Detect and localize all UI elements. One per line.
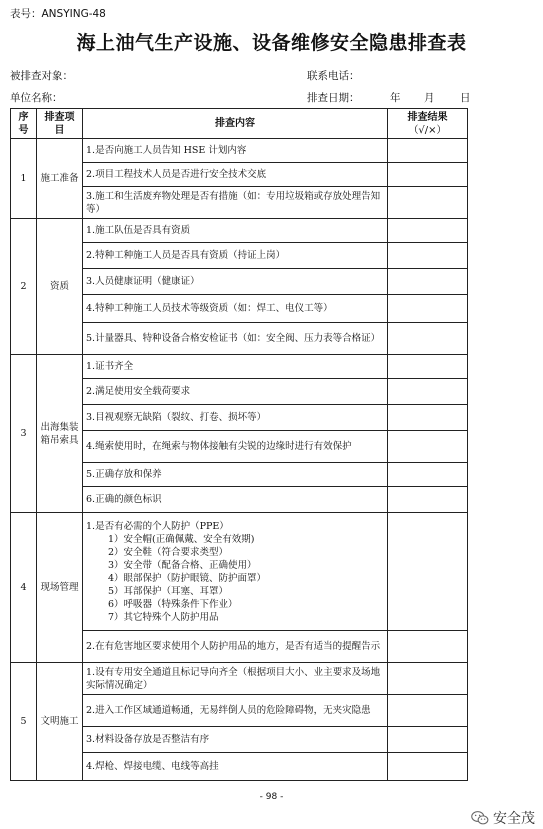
check-content: 3.施工和生活废弃物处理是否有措施（如：专用垃圾箱或存放处理告知等）	[83, 187, 388, 219]
col-header-content: 排查内容	[83, 109, 388, 139]
col-header-item: 排查项目	[37, 109, 83, 139]
result-cell[interactable]	[388, 727, 468, 753]
date-month: 月	[424, 92, 435, 104]
check-content: 4.焊枪、焊接电缆、电线等高挂	[83, 753, 388, 781]
check-content: 2.满足使用安全载荷要求	[83, 379, 388, 405]
date-day: 日	[460, 92, 471, 104]
section-number: 4	[11, 513, 37, 663]
result-cell[interactable]	[388, 139, 468, 163]
check-content: 1.施工队伍是否具有资质	[83, 219, 388, 243]
ppe-item: 4）眼部保护（防护眼镜、防护面罩）	[108, 572, 267, 584]
col-header-result-label: 排查结果	[407, 111, 448, 123]
result-cell[interactable]	[388, 695, 468, 727]
table-row	[11, 139, 468, 163]
result-cell[interactable]	[388, 379, 468, 405]
ppe-item: 2）安全鞋（符合要求类型）	[108, 546, 229, 558]
section-item: 施工准备	[37, 139, 83, 219]
result-cell[interactable]	[388, 405, 468, 431]
result-cell[interactable]	[388, 219, 468, 243]
ppe-item: 5）耳部保护（耳塞、耳罩）	[108, 585, 229, 597]
check-content: 4.特种工种施工人员技术等级资质（如：焊工、电仪工等）	[83, 295, 388, 323]
ppe-item: 1）安全帽(正确佩戴、安全有效期)	[108, 533, 255, 545]
ppe-title: 1.是否有必需的个人防护（PPE）	[86, 520, 229, 532]
check-content: 3.目视观察无缺陷（裂纹、打卷、损坏等）	[83, 405, 388, 431]
check-content: 6.正确的颜色标识	[83, 487, 388, 513]
section-item: 现场管理	[37, 513, 83, 663]
result-cell[interactable]	[388, 431, 468, 463]
check-content: 2.进入工作区域通道畅通，无易绊倒人员的危险障碍物，无夹灾隐患	[83, 695, 388, 727]
check-content: 1.设有专用安全通道且标记导向齐全（根据项目大小、业主要求及场地实际情况确定）	[83, 663, 388, 695]
col-header-result-sub: （√/×）	[408, 124, 447, 136]
result-cell[interactable]	[388, 163, 468, 187]
section-item: 文明施工	[37, 663, 83, 781]
page-number: - 98 -	[259, 792, 284, 802]
section-number: 2	[11, 219, 37, 355]
document-title: 海上油气生产设施、设备维修安全隐患排查表	[76, 32, 467, 54]
result-cell[interactable]	[388, 295, 468, 323]
form-number: 表号：ANSYING-48	[10, 8, 106, 20]
result-cell[interactable]	[388, 355, 468, 379]
watermark	[471, 808, 535, 828]
inspection-table	[10, 108, 468, 781]
inspection-date-label: 排查日期：	[307, 92, 360, 104]
section-item: 资质	[37, 219, 83, 355]
col-header-result	[388, 109, 468, 139]
unit-name-label: 单位名称：	[10, 92, 63, 104]
ppe-item: 6）呼吸器（特殊条件下作业）	[108, 598, 238, 610]
table-row	[11, 355, 468, 379]
section-number: 1	[11, 139, 37, 219]
result-cell[interactable]	[388, 513, 468, 631]
result-cell[interactable]	[388, 463, 468, 487]
ppe-item: 7）其它特殊个人防护用品	[108, 611, 219, 623]
phone-label: 联系电话：	[307, 70, 360, 82]
check-content: 5.计量器具、特种设备合格安检证书（如：安全阀、压力表等合格证）	[83, 323, 388, 355]
wechat-icon	[471, 810, 489, 826]
result-cell[interactable]	[388, 487, 468, 513]
table-row	[11, 219, 468, 243]
result-cell[interactable]	[388, 243, 468, 269]
check-content: 1.证书齐全	[83, 355, 388, 379]
result-cell[interactable]	[388, 753, 468, 781]
result-cell[interactable]	[388, 631, 468, 663]
check-content: 2.在有危害地区要求使用个人防护用品的地方，是否有适当的提醒告示	[83, 631, 388, 663]
check-content: 3.材料设备存放是否整洁有序	[83, 727, 388, 753]
check-content: 4.绳索使用时，在绳索与物体接触有尖锐的边缘时进行有效保护	[83, 431, 388, 463]
section-number: 3	[11, 355, 37, 513]
result-cell[interactable]	[388, 323, 468, 355]
inspected-object-label: 被排查对象：	[10, 70, 73, 82]
table-header-row	[11, 109, 468, 139]
table-row	[11, 663, 468, 695]
check-content: 2.项目工程技术人员是否进行安全技术交底	[83, 163, 388, 187]
result-cell[interactable]	[388, 187, 468, 219]
table-row	[11, 513, 468, 631]
check-content: 1.是否向施工人员告知 HSE 计划内容	[83, 139, 388, 163]
result-cell[interactable]	[388, 269, 468, 295]
check-content: 5.正确存放和保养	[83, 463, 388, 487]
check-content: 3.人员健康证明（健康证）	[83, 269, 388, 295]
ppe-item: 3）安全带（配备合格、正确使用）	[108, 559, 257, 571]
date-year: 年	[390, 92, 401, 104]
check-content-ppe	[83, 513, 388, 631]
result-cell[interactable]	[388, 663, 468, 695]
check-content: 2.特种工种施工人员是否具有资质（持证上岗）	[83, 243, 388, 269]
watermark-text: 安全茂	[493, 811, 535, 827]
section-item: 出海集装箱吊索具	[37, 355, 83, 513]
section-number: 5	[11, 663, 37, 781]
col-header-no: 序号	[11, 109, 37, 139]
